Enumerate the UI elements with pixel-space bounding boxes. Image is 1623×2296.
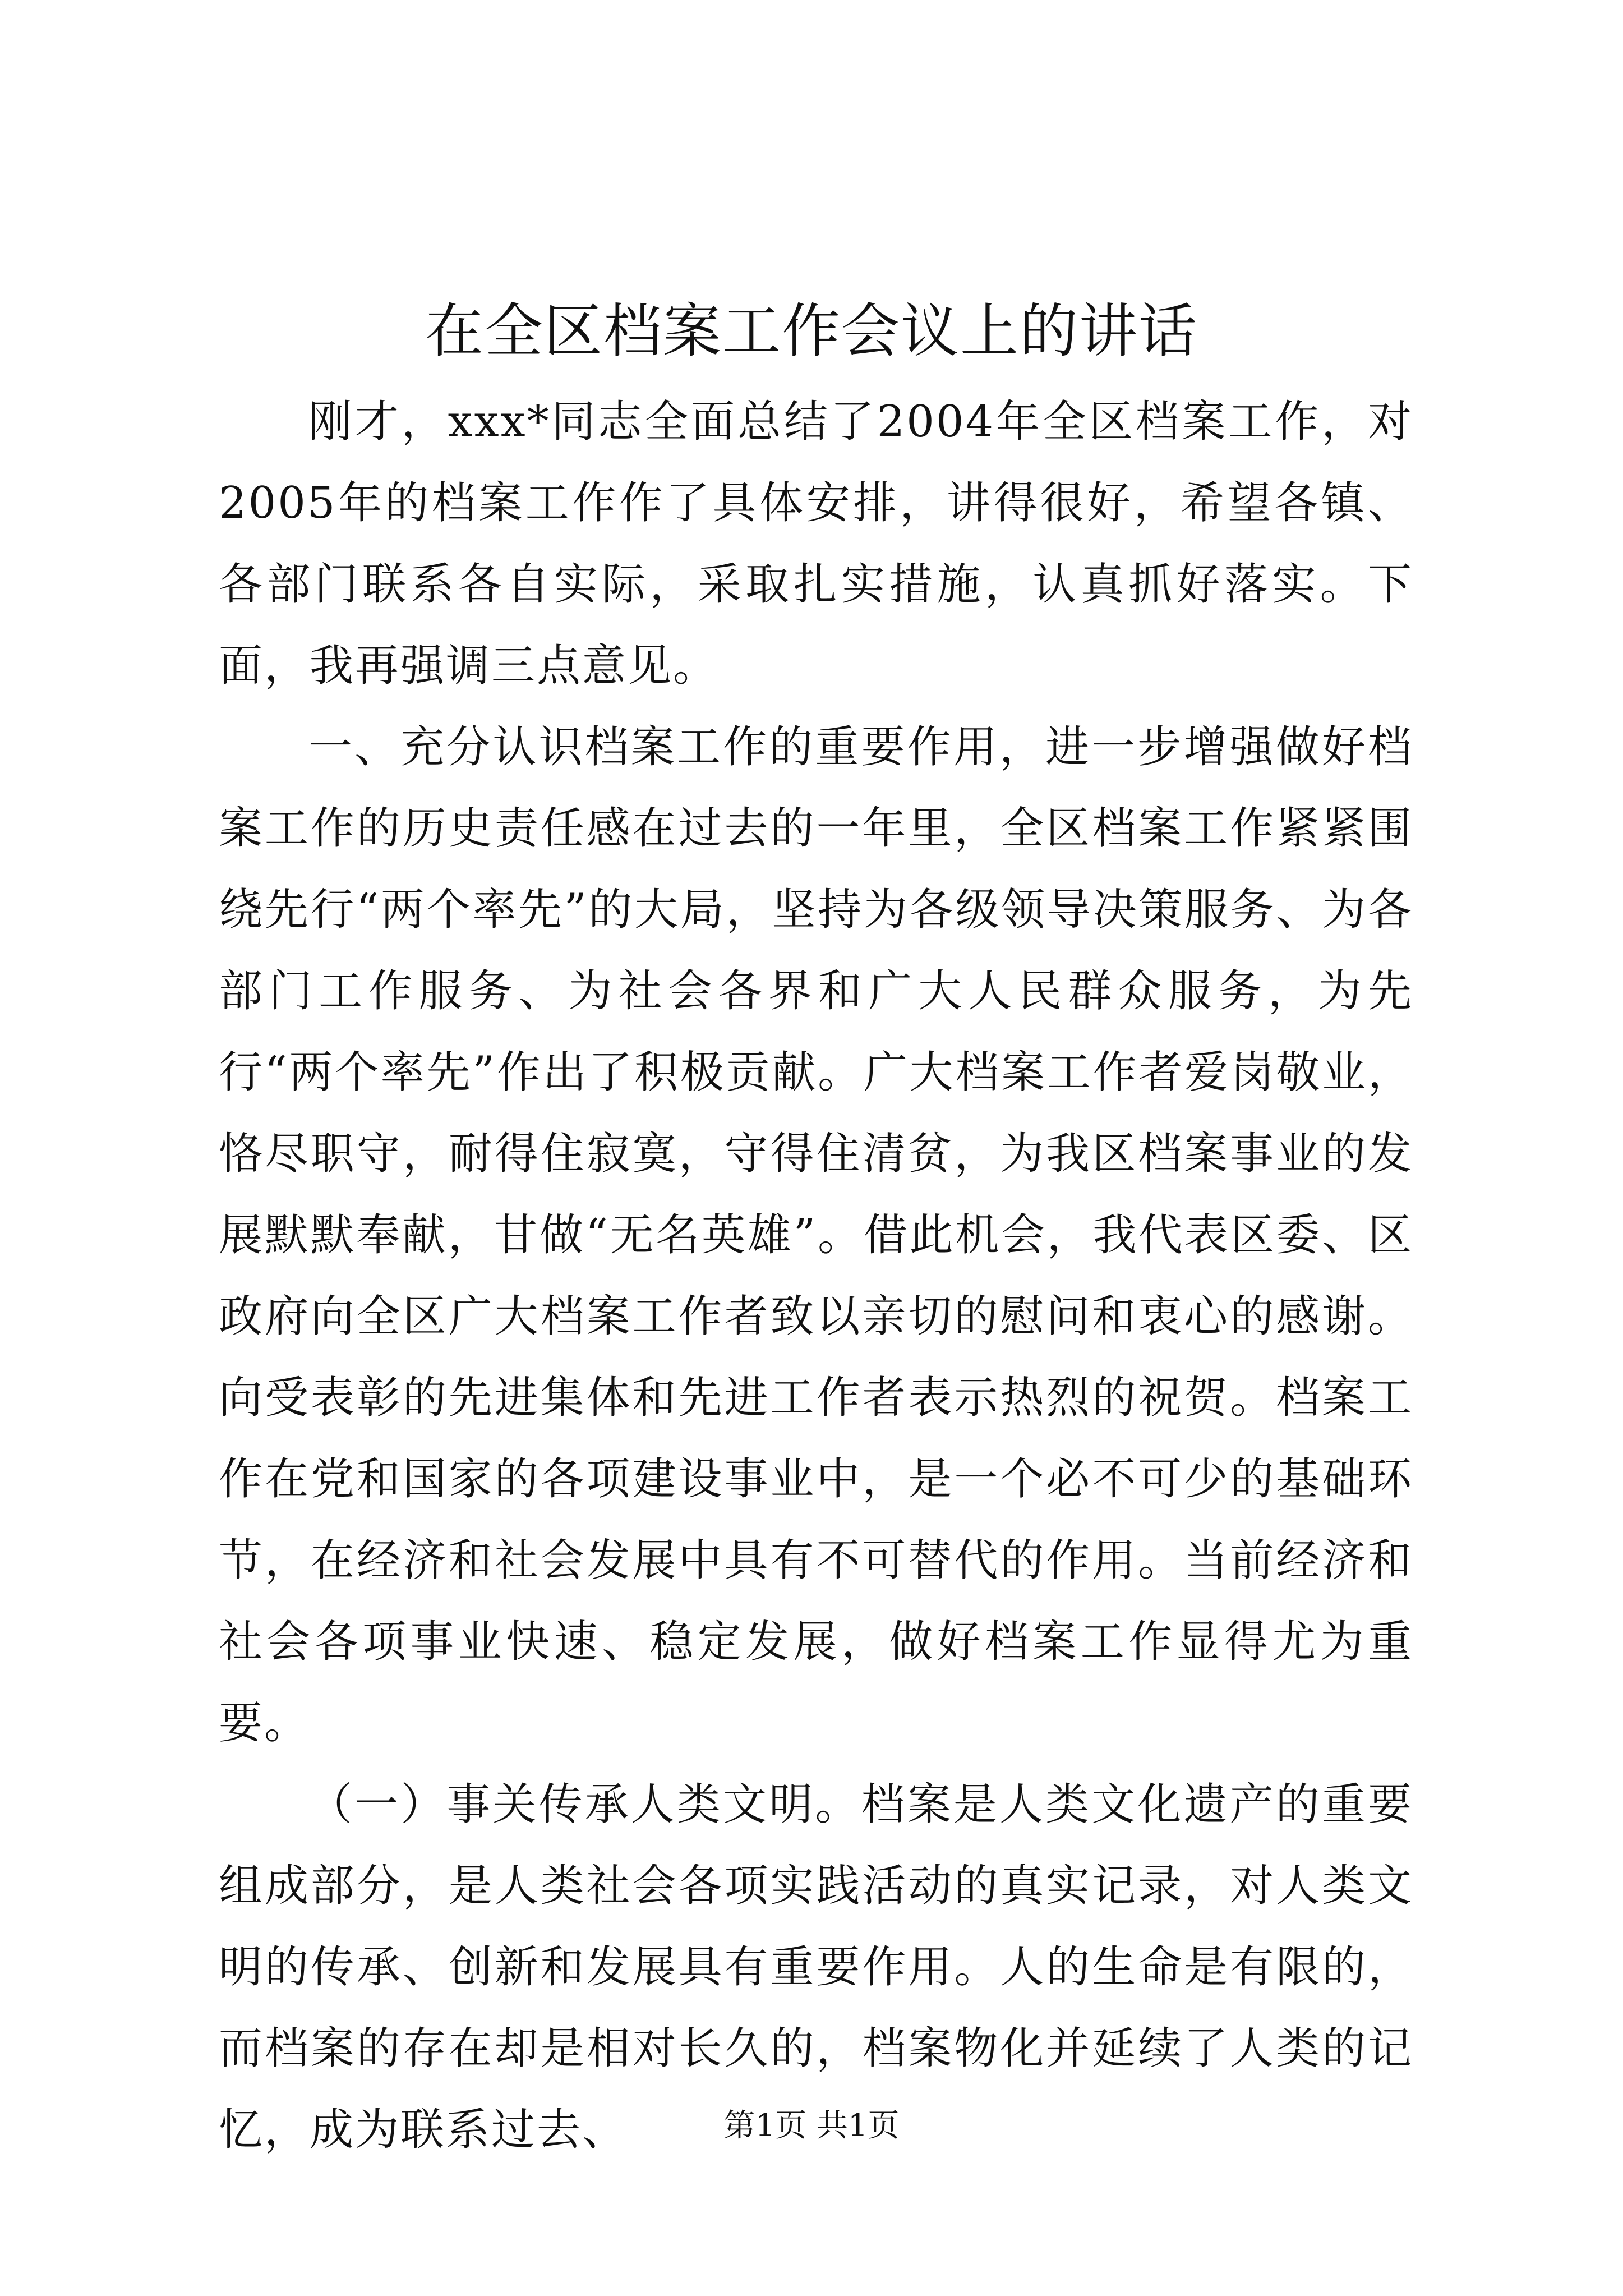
- paragraph-subsection-one: （一）事关传承人类文明。档案是人类文化遗产的重要组成部分，是人类社会各项实践活动的真实记录，对人类文明的传承、创新和发展具有重要作用。人的生命是有限的，而档案的存在却是相对长久的，档案物化并延续了人类的记忆，成为联系过去、: [219, 1779, 1413, 2155]
- document-title: 在全区档案工作会议上的讲话: [425, 297, 1198, 365]
- paragraph-section-one: 一、充分认识档案工作的重要作用，进一步增强做好档案工作的历史责任感在过去的一年里，全区档案工作紧紧围绕先行“两个率先”的大局，坚持为各级领导决策服务、为各部门工作服务、为社会各界和广大人民群众服务，为先行“两个率先”作出了积极贡献。广大档案工作者爱岗敬业，恪尽职守，耐得住寂寞，守得住清贫，为我区档案事业的发展默默奉献，甘做“无名英雄”。借此机会，我代表区委、区政府向全区广大档案工作者致以亲切的慰问和衷心的感谢。向受表彰的先进集体和先进工作者表示热烈的祝贺。档案工作在党和国家的各项建设事业中，是一个必不可少的基础环节，在经济和社会发展中具有不可替代的作用。当前经济和社会各项事业快速、稳定发展，做好档案工作显得尤为重要。: [219, 722, 1413, 1749]
- paragraph-intro: 刚才，xxx*同志全面总结了2004年全区档案工作，对2005年的档案工作作了具体安排，讲得很好，希望各镇、各部门联系各自实际，采取扎实措施，认真抓好落实。下面，我再强调三点意见。: [219, 397, 1413, 691]
- document-body: [219, 381, 1413, 2171]
- page-footer: 第1页 共1页: [723, 2108, 900, 2144]
